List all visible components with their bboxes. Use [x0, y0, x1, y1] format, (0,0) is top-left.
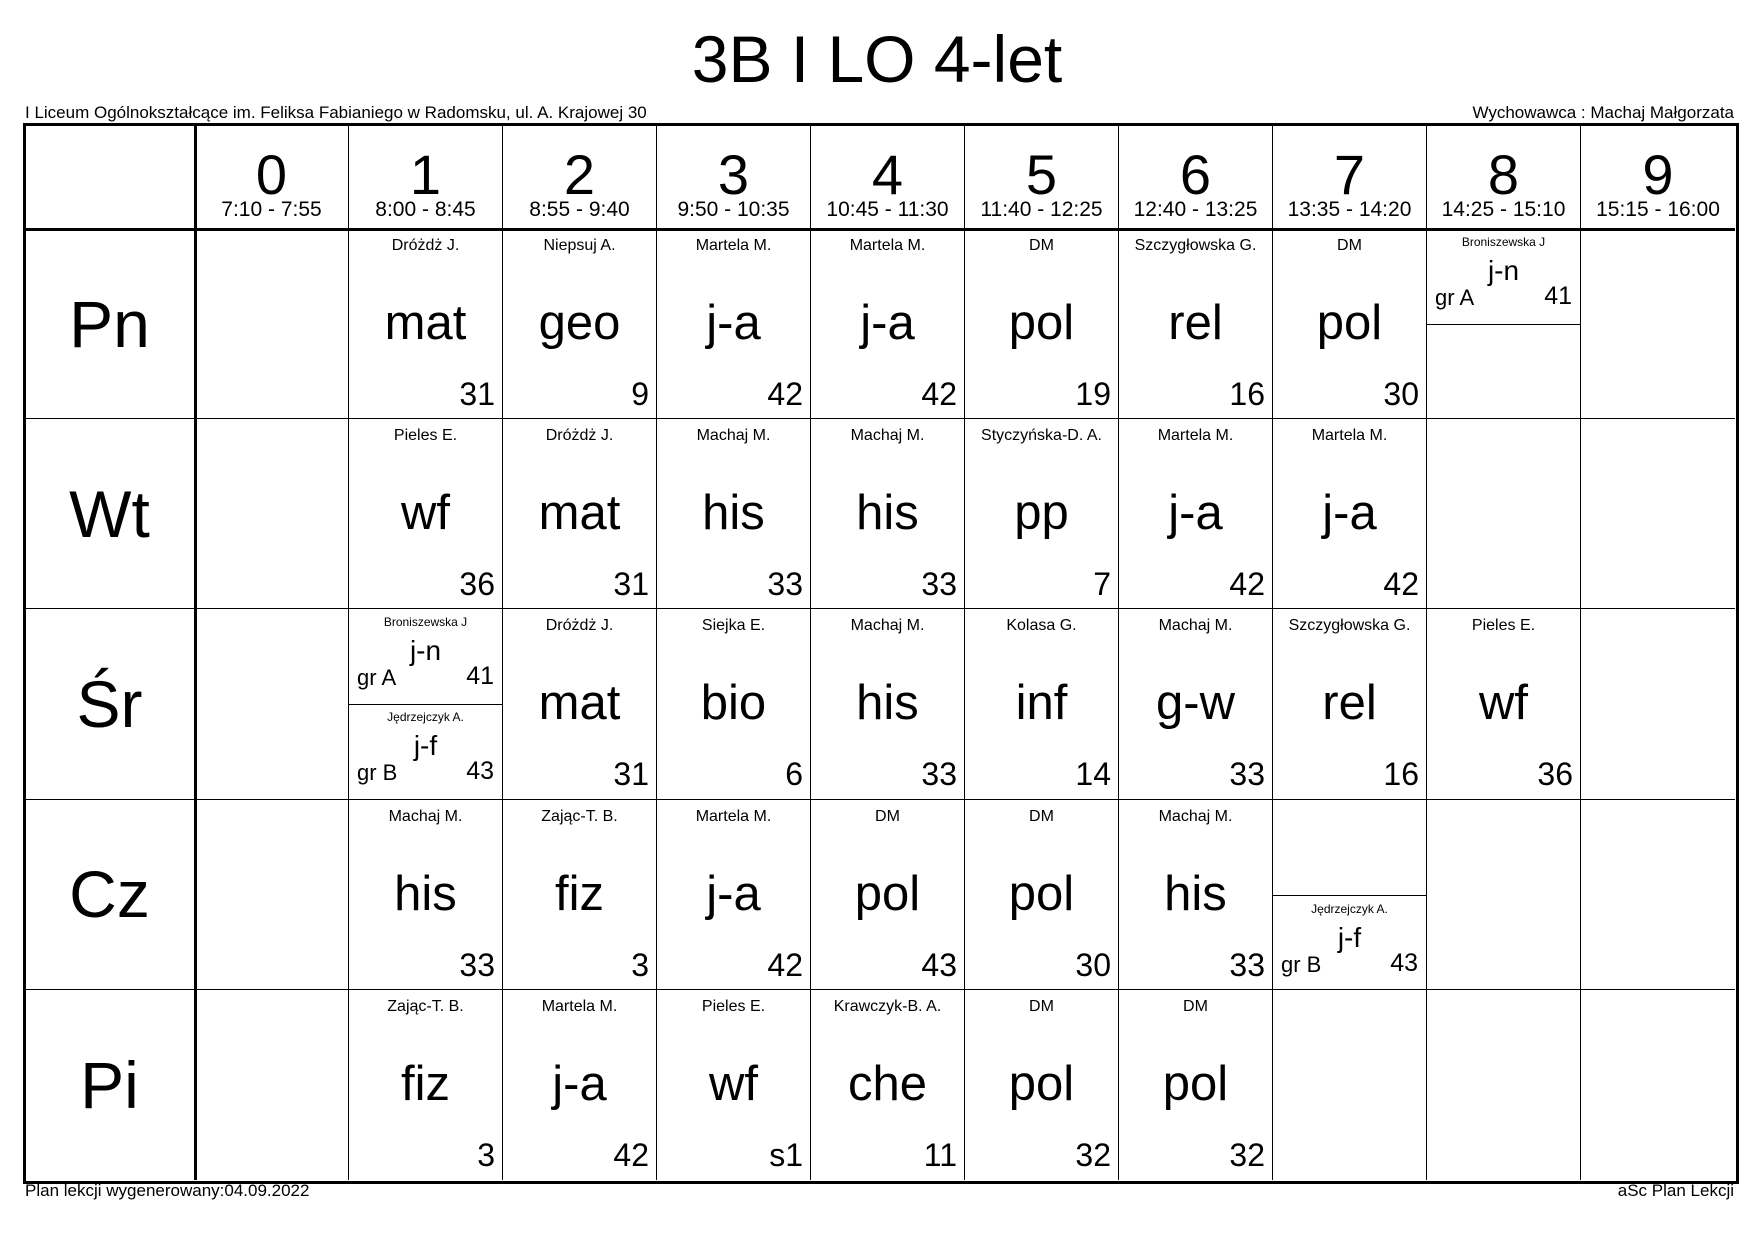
period-number: 3 — [717, 143, 750, 206]
lesson-subject: bio — [700, 676, 767, 731]
lesson-room: 43 — [466, 757, 494, 786]
period-header — [195, 125, 349, 229]
period-header — [1581, 125, 1735, 229]
lesson-room: 3 — [631, 946, 649, 983]
lesson-room: s1 — [769, 1136, 803, 1173]
lesson-room: 7 — [1093, 566, 1111, 603]
day-label: Wt — [25, 419, 195, 609]
lesson-subject: wf — [1479, 676, 1528, 731]
period-header — [657, 125, 811, 229]
lesson-cell — [965, 990, 1119, 1180]
group-lesson-top — [349, 609, 502, 705]
empty-cell — [1427, 990, 1581, 1180]
lesson-subject: j-a — [1322, 486, 1377, 541]
lesson-teacher: DM — [1029, 807, 1054, 825]
lesson-cell — [657, 609, 811, 799]
lesson-teacher: Machaj M. — [696, 427, 771, 445]
lesson-room: 33 — [921, 566, 957, 603]
lesson-teacher: Zając-T. B. — [387, 997, 464, 1015]
lesson-cell — [1273, 800, 1427, 990]
period-number: 9 — [1642, 143, 1674, 206]
lesson-room: 31 — [613, 566, 649, 603]
lesson-cell — [657, 990, 811, 1180]
lesson-teacher: Styczyńska-D. A. — [981, 427, 1102, 445]
lesson-subject: geo — [538, 296, 621, 350]
lesson-room: 6 — [785, 756, 803, 793]
lesson-subject: his — [856, 486, 919, 541]
lesson-teacher: Niepsuj A. — [543, 237, 616, 254]
lesson-cell — [1119, 419, 1273, 609]
lesson-teacher: Dróżdż J. — [545, 617, 614, 635]
lesson-cell — [349, 990, 503, 1180]
lesson-teacher: DM — [1029, 237, 1054, 254]
lesson-subject: j-a — [706, 866, 761, 921]
lesson-subject: j-f — [413, 730, 438, 762]
lesson-cell — [1427, 609, 1581, 799]
lesson-cell — [503, 609, 657, 799]
lesson-subject: mat — [538, 676, 621, 731]
lesson-subject: his — [856, 676, 919, 731]
lesson-teacher: Martela M. — [695, 237, 772, 254]
empty-cell — [195, 800, 349, 990]
lesson-room: 42 — [767, 946, 803, 983]
lesson-room: 14 — [1075, 756, 1111, 793]
lesson-cell — [811, 419, 965, 609]
empty-cell — [1581, 419, 1735, 609]
lesson-room: 33 — [1229, 946, 1265, 983]
lesson-room: 3 — [477, 1136, 495, 1173]
lesson-cell — [657, 229, 811, 419]
lesson-room: 32 — [1075, 1136, 1111, 1173]
period-number: 4 — [871, 143, 904, 206]
period-number: 7 — [1333, 143, 1366, 206]
lesson-teacher: Jędrzejczyk A. — [1311, 901, 1388, 916]
lesson-subject: inf — [1015, 676, 1068, 731]
period-number: 5 — [1025, 143, 1058, 206]
lesson-group: gr B — [357, 760, 398, 786]
lesson-subject: rel — [1168, 296, 1223, 350]
lesson-cell — [811, 609, 965, 799]
lesson-room: 42 — [613, 1136, 649, 1173]
group-lesson-bottom — [349, 704, 502, 799]
lesson-teacher: Martela M. — [695, 807, 772, 825]
lesson-cell — [349, 800, 503, 990]
lesson-room: 31 — [459, 376, 495, 412]
lesson-subject: fiz — [401, 1056, 450, 1111]
lesson-subject: pol — [1008, 866, 1075, 921]
period-time: 14:25 - 15:10 — [1441, 198, 1566, 221]
lesson-room: 42 — [1383, 566, 1419, 603]
lesson-cell — [965, 800, 1119, 990]
lesson-room: 42 — [921, 376, 957, 412]
lesson-teacher: Broniszewska J — [1461, 235, 1546, 249]
lesson-room: 19 — [1075, 376, 1111, 412]
lesson-teacher: Kolasa G. — [1006, 617, 1077, 635]
lesson-cell — [657, 419, 811, 609]
lesson-teacher: Machaj M. — [850, 427, 925, 445]
empty-cell — [1581, 609, 1735, 799]
empty-cell — [1273, 990, 1427, 1180]
lesson-teacher: Martela M. — [541, 997, 618, 1015]
lesson-teacher: Dróżdż J. — [545, 427, 614, 445]
lesson-teacher: Machaj M. — [850, 617, 925, 635]
lesson-subject: pol — [1316, 296, 1383, 350]
lesson-subject: j-n — [409, 635, 442, 667]
lesson-room: 30 — [1383, 376, 1419, 412]
period-time: 8:55 - 9:40 — [529, 198, 630, 221]
lesson-teacher: DM — [1337, 237, 1362, 254]
lesson-room: 41 — [1544, 282, 1572, 310]
lesson-teacher: DM — [1029, 997, 1054, 1015]
lesson-room: 32 — [1229, 1136, 1265, 1173]
lesson-cell — [503, 800, 657, 990]
period-time: 9:50 - 10:35 — [677, 198, 790, 221]
lesson-subject: j-f — [1337, 921, 1362, 953]
lesson-subject: j-a — [1168, 486, 1223, 541]
lesson-room: 41 — [466, 662, 494, 691]
lesson-teacher: Jędrzejczyk A. — [387, 710, 464, 725]
empty-cell — [195, 990, 349, 1180]
lesson-teacher: Zając-T. B. — [541, 807, 618, 825]
lesson-teacher: DM — [875, 807, 900, 825]
timetable-grid — [25, 125, 1735, 1180]
empty-cell — [1427, 419, 1581, 609]
lesson-room: 31 — [613, 756, 649, 793]
lesson-room: 42 — [767, 376, 803, 412]
period-time: 7:10 - 7:55 — [221, 198, 322, 221]
group-lesson-top — [1427, 229, 1580, 325]
period-time: 8:00 - 8:45 — [375, 198, 476, 221]
lesson-subject: rel — [1322, 676, 1377, 731]
lesson-teacher: DM — [1183, 997, 1208, 1015]
lesson-teacher: Pieles E. — [1471, 617, 1536, 635]
lesson-room: 33 — [459, 946, 495, 983]
lesson-cell — [503, 229, 657, 419]
lesson-subject: pol — [1008, 1056, 1075, 1111]
generated-date: Plan lekcji wygenerowany:04.09.2022 — [25, 1181, 310, 1200]
lesson-subject: fiz — [555, 866, 604, 921]
lesson-room: 36 — [459, 566, 495, 603]
period-number: 1 — [409, 143, 442, 206]
lesson-cell — [1273, 229, 1427, 419]
lesson-cell — [1273, 419, 1427, 609]
empty-cell — [195, 229, 349, 419]
lesson-teacher: Krawczyk-B. A. — [833, 997, 942, 1015]
lesson-cell — [1273, 609, 1427, 799]
lesson-cell — [1119, 990, 1273, 1180]
lesson-cell — [1119, 229, 1273, 419]
lesson-cell — [965, 419, 1119, 609]
lesson-subject: pol — [1008, 296, 1075, 350]
lesson-teacher: Szczygłowska G. — [1134, 237, 1257, 254]
lesson-cell — [811, 990, 965, 1180]
lesson-teacher: Martela M. — [1311, 427, 1388, 445]
period-time: 12:40 - 13:25 — [1133, 198, 1258, 221]
lesson-subject: pol — [854, 866, 921, 921]
lesson-teacher: Siejka E. — [701, 617, 766, 635]
lesson-room: 43 — [921, 946, 957, 983]
period-number: 2 — [563, 143, 596, 206]
lesson-room: 33 — [767, 566, 803, 603]
lesson-group: gr A — [1435, 285, 1475, 310]
period-number: 8 — [1487, 143, 1520, 206]
period-number: 6 — [1179, 143, 1212, 206]
lesson-subject: wf — [709, 1056, 758, 1111]
lesson-teacher: Pieles E. — [393, 427, 458, 445]
school-name: I Liceum Ogólnokształcące im. Feliksa Fabianiego w Radomsku, ul. A. Krajowej 30 — [25, 103, 647, 122]
lesson-room: 42 — [1229, 566, 1265, 603]
lesson-cell — [811, 800, 965, 990]
lesson-cell — [657, 800, 811, 990]
software-name: aSc Plan Lekcji — [1617, 1181, 1734, 1200]
lesson-group: gr B — [1281, 951, 1322, 977]
lesson-subject: j-a — [706, 296, 761, 350]
lesson-room: 33 — [1229, 756, 1265, 793]
lesson-cell — [965, 609, 1119, 799]
lesson-subject: his — [1164, 866, 1227, 921]
lesson-cell — [349, 609, 503, 799]
period-header — [811, 125, 965, 229]
empty-cell — [195, 609, 349, 799]
day-label: Pn — [25, 229, 195, 419]
lesson-room: 16 — [1229, 376, 1265, 412]
period-header — [965, 125, 1119, 229]
lesson-subject: his — [702, 486, 765, 541]
period-header — [503, 125, 657, 229]
lesson-teacher: Martela M. — [849, 237, 926, 254]
lesson-cell — [349, 229, 503, 419]
empty-cell — [195, 419, 349, 609]
lesson-subject: pol — [1162, 1056, 1229, 1111]
lesson-subject: pp — [1014, 486, 1069, 541]
lesson-subject: mat — [384, 296, 467, 350]
lesson-cell — [503, 419, 657, 609]
lesson-subject: his — [394, 866, 457, 921]
lesson-cell — [1119, 609, 1273, 799]
lesson-teacher: Pieles E. — [701, 997, 766, 1015]
lesson-room: 30 — [1075, 946, 1111, 983]
period-time: 10:45 - 11:30 — [826, 198, 949, 221]
lesson-group: gr A — [357, 665, 397, 691]
period-time: 15:15 - 16:00 — [1596, 198, 1720, 221]
lesson-teacher: Machaj M. — [1158, 617, 1233, 635]
corner-cell — [25, 125, 195, 229]
lesson-room: 36 — [1537, 756, 1573, 793]
lesson-teacher: Machaj M. — [1158, 807, 1233, 825]
period-header — [349, 125, 503, 229]
lesson-subject: j-n — [1487, 255, 1520, 286]
lesson-cell — [503, 990, 657, 1180]
group-lesson-bottom — [1273, 895, 1426, 990]
period-header — [1427, 125, 1581, 229]
empty-cell — [1427, 800, 1581, 990]
lesson-teacher: Martela M. — [1157, 427, 1234, 445]
day-label: Pi — [25, 990, 195, 1180]
lesson-subject: j-a — [860, 296, 915, 350]
lesson-cell — [811, 229, 965, 419]
period-number: 0 — [255, 143, 288, 206]
lesson-subject: j-a — [552, 1056, 607, 1111]
lesson-teacher: Szczygłowska G. — [1288, 617, 1411, 635]
period-header — [1119, 125, 1273, 229]
lesson-room: 9 — [631, 376, 649, 412]
lesson-room: 43 — [1390, 948, 1418, 977]
lesson-teacher: Broniszewska J — [383, 615, 468, 630]
period-time: 13:35 - 14:20 — [1287, 198, 1412, 221]
period-header — [1273, 125, 1427, 229]
lesson-room: 11 — [923, 1136, 957, 1173]
page-title: 3B I LO 4-let — [691, 22, 1063, 96]
lesson-subject: g-w — [1156, 676, 1235, 731]
day-label: Śr — [25, 609, 195, 799]
lesson-subject: che — [847, 1056, 927, 1111]
day-label: Cz — [25, 800, 195, 990]
period-time: 11:40 - 12:25 — [980, 198, 1103, 221]
lesson-cell — [1119, 800, 1273, 990]
empty-cell — [1581, 800, 1735, 990]
empty-cell — [1581, 990, 1735, 1180]
form-teacher: Wychowawca : Machaj Małgorzata — [1472, 103, 1734, 122]
lesson-cell — [965, 229, 1119, 419]
lesson-subject: wf — [401, 486, 450, 541]
empty-cell — [1581, 229, 1735, 419]
lesson-subject: mat — [538, 486, 621, 541]
lesson-cell — [349, 419, 503, 609]
lesson-teacher: Dróżdż J. — [391, 237, 460, 254]
lesson-room: 16 — [1383, 756, 1419, 793]
lesson-cell — [1427, 229, 1581, 419]
lesson-room: 33 — [921, 756, 957, 793]
lesson-teacher: Machaj M. — [388, 807, 463, 825]
